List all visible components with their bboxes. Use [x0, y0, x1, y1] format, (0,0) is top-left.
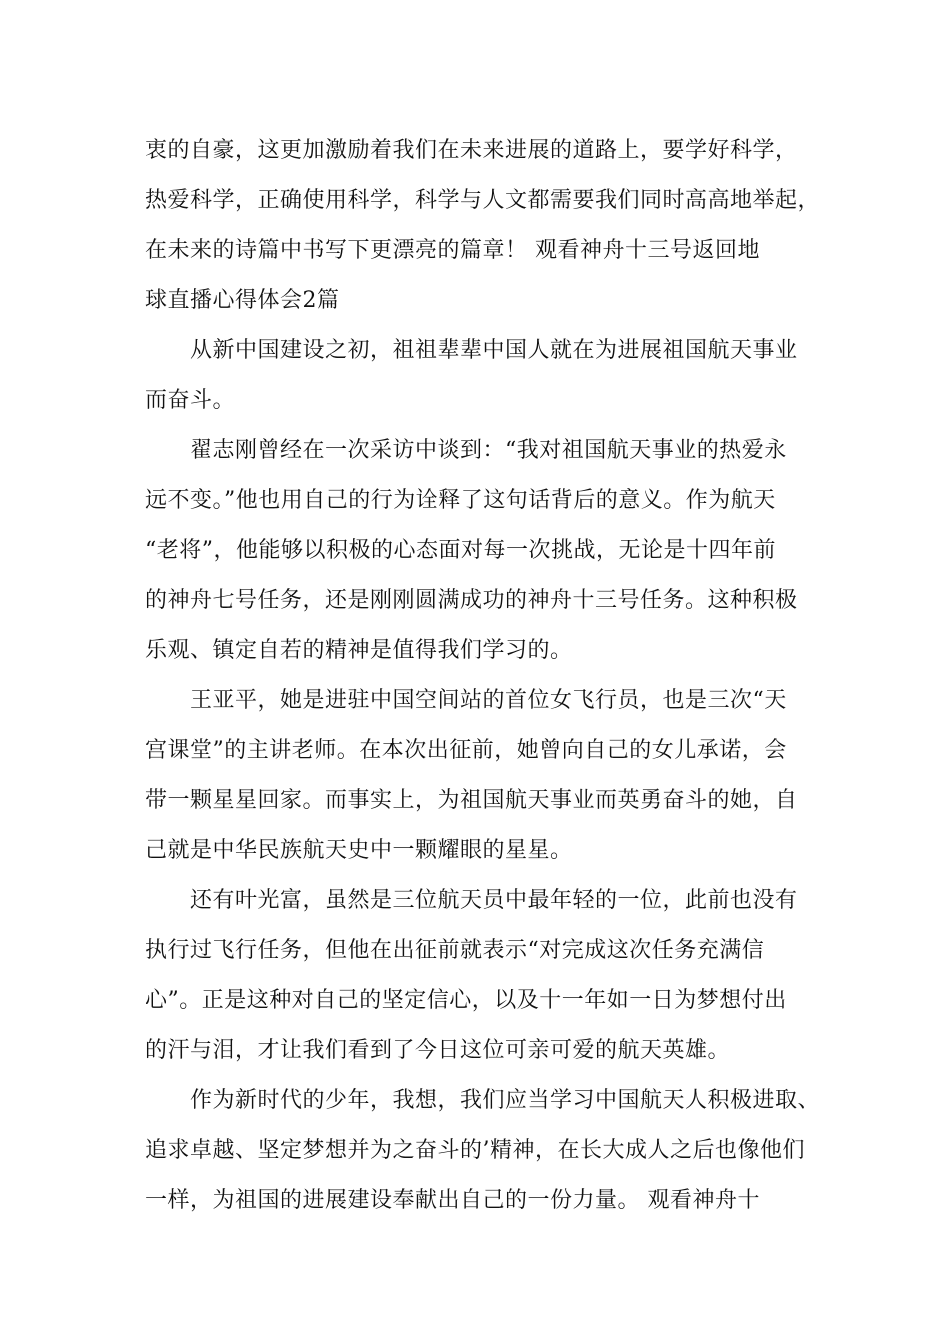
paragraph-start-line: 作为新时代的少年，我想，我们应当学习中国航天人积极进取、: [190, 1088, 821, 1113]
text-line: 的汗与泪，才让我们看到了今日这位可亲可爱的航天英雄。: [145, 1038, 731, 1063]
text-line: 己就是中华民族航天史中一颗耀眼的星星。: [145, 838, 573, 863]
text-line: 热爱科学，正确使用科学，科学与人文都需要我们同时高高地举起，: [145, 188, 821, 213]
text-line: 宫课堂”的主讲老师。在本次出征前，她曾向自己的女儿承诺，会: [145, 738, 787, 763]
paragraph-start-line: 还有叶光富，虽然是三位航天员中最年轻的一位，此前也没有: [190, 888, 798, 913]
text-line: 远不变。”他也用自己的行为诠释了这句话背后的意义。作为航天: [145, 488, 776, 513]
text-line: 一样，为祖国的进展建设奉献出自己的一份力量。 观看神舟十: [145, 1188, 760, 1213]
text-line: 球直播心得体会2篇: [145, 288, 340, 313]
text-line: “老将”，他能够以积极的心态面对每一次挑战，无论是十四年前: [145, 538, 776, 563]
text-line: 乐观、镇定自若的精神是值得我们学习的。: [145, 638, 573, 663]
paragraph-start-line: 王亚平，她是进驻中国空间站的首位女飞行员，也是三次“天: [190, 688, 787, 713]
text-line: 心”。正是这种对自己的坚定信心，以及十一年如一日为梦想付出: [145, 988, 787, 1013]
text-line: 而奋斗。: [145, 388, 236, 413]
paragraph-start-line: 从新中国建设之初，祖祖辈辈中国人就在为进展祖国航天事业: [190, 338, 798, 363]
text-line: 的神舟七号任务，还是刚刚圆满成功的神舟十三号任务。这种积极: [145, 588, 798, 613]
text-line: 在未来的诗篇中书写下更漂亮的篇章！ 观看神舟十三号返回地: [145, 238, 760, 263]
text-line: 带一颗星星回家。而事实上，为祖国航天事业而英勇奋斗的她，自: [145, 788, 798, 813]
text-line: 衷的自豪，这更加激励着我们在未来进展的道路上，要学好科学，: [145, 138, 798, 163]
text-line: 执行过飞行任务，但他在出征前就表示“对完成这次任务充满信: [145, 938, 765, 963]
paragraph-start-line: 翟志刚曾经在一次采访中谈到：“我对祖国航天事业的热爱永: [190, 438, 787, 463]
text-line: 追求卓越、坚定梦想并为之奋斗的’精神，在长大成人之后也像他们: [145, 1138, 805, 1163]
